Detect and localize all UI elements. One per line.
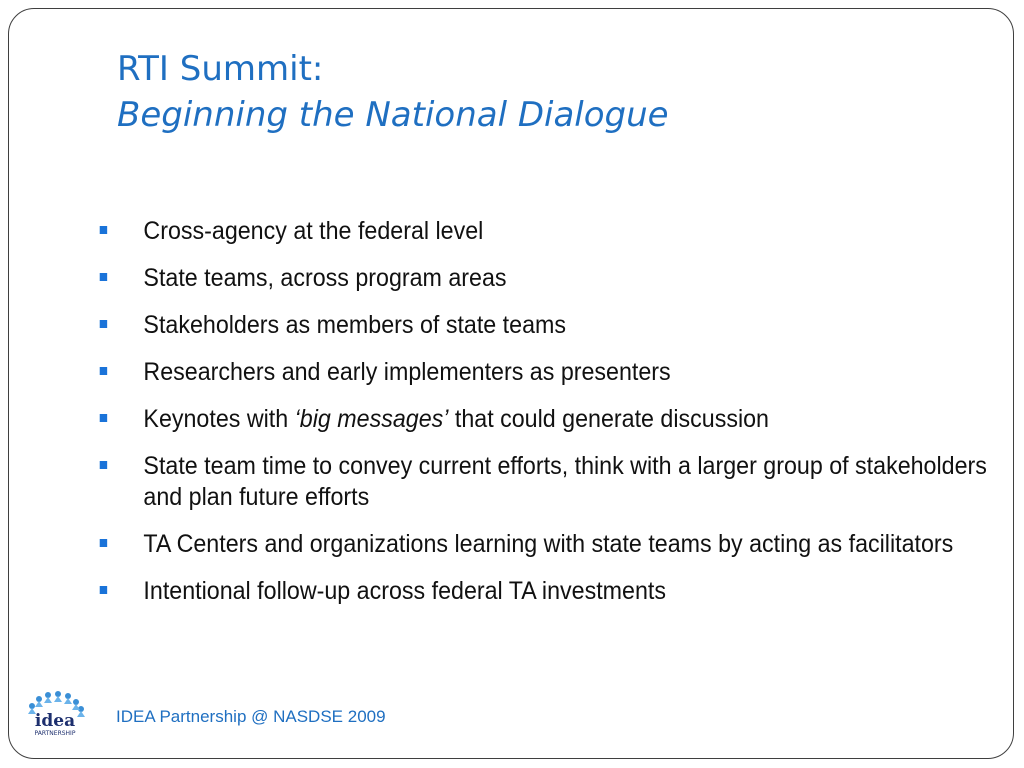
slide-title [117, 46, 669, 138]
idea-partnership-logo [18, 690, 92, 738]
bullet-emphasis: ‘big messages’ [294, 405, 449, 433]
square-bullet-icon [100, 320, 107, 328]
bullet-text-after: that could generate discussion [448, 405, 769, 433]
square-bullet-icon [100, 539, 107, 547]
bullet-item [96, 576, 1018, 607]
bullet-text: State teams, across program areas [143, 264, 507, 292]
bullet-text: TA Centers and organizations learning with state teams by acting as facilitators [143, 530, 954, 558]
square-bullet-icon [100, 226, 107, 234]
bullet-item [96, 216, 1018, 247]
square-bullet-icon [100, 367, 107, 375]
bullet-text: State team time to convey current efforts, think with a larger group of stakeholders and plan future efforts [143, 452, 987, 511]
logo-wordmark: idea [34, 711, 76, 731]
bullet-item [96, 404, 1018, 435]
square-bullet-icon [100, 586, 107, 594]
bullet-text-before: Keynotes with [143, 405, 295, 433]
bullet-item [96, 310, 1018, 341]
square-bullet-icon [100, 414, 107, 422]
bullet-item [96, 357, 1018, 388]
bullet-text: Intentional follow-up across federal TA investments [143, 577, 666, 605]
footer-text: IDEA Partnership @ NASDSE 2009 [116, 707, 386, 726]
bullet-text: Stakeholders as members of state teams [143, 311, 566, 339]
bullet-list [96, 216, 987, 623]
bullet-item [96, 263, 1018, 294]
title-line-1: RTI Summit: [117, 49, 324, 89]
title-line-2: Beginning the National Dialogue [117, 95, 669, 135]
bullet-item [96, 451, 1018, 513]
square-bullet-icon [100, 273, 107, 281]
bullet-item [96, 529, 1018, 560]
bullet-text: Cross-agency at the federal level [143, 217, 484, 245]
bullet-text: Researchers and early implementers as presenters [143, 358, 671, 386]
logo-subtext: PARTNERSHIP [34, 730, 76, 737]
square-bullet-icon [100, 461, 107, 469]
